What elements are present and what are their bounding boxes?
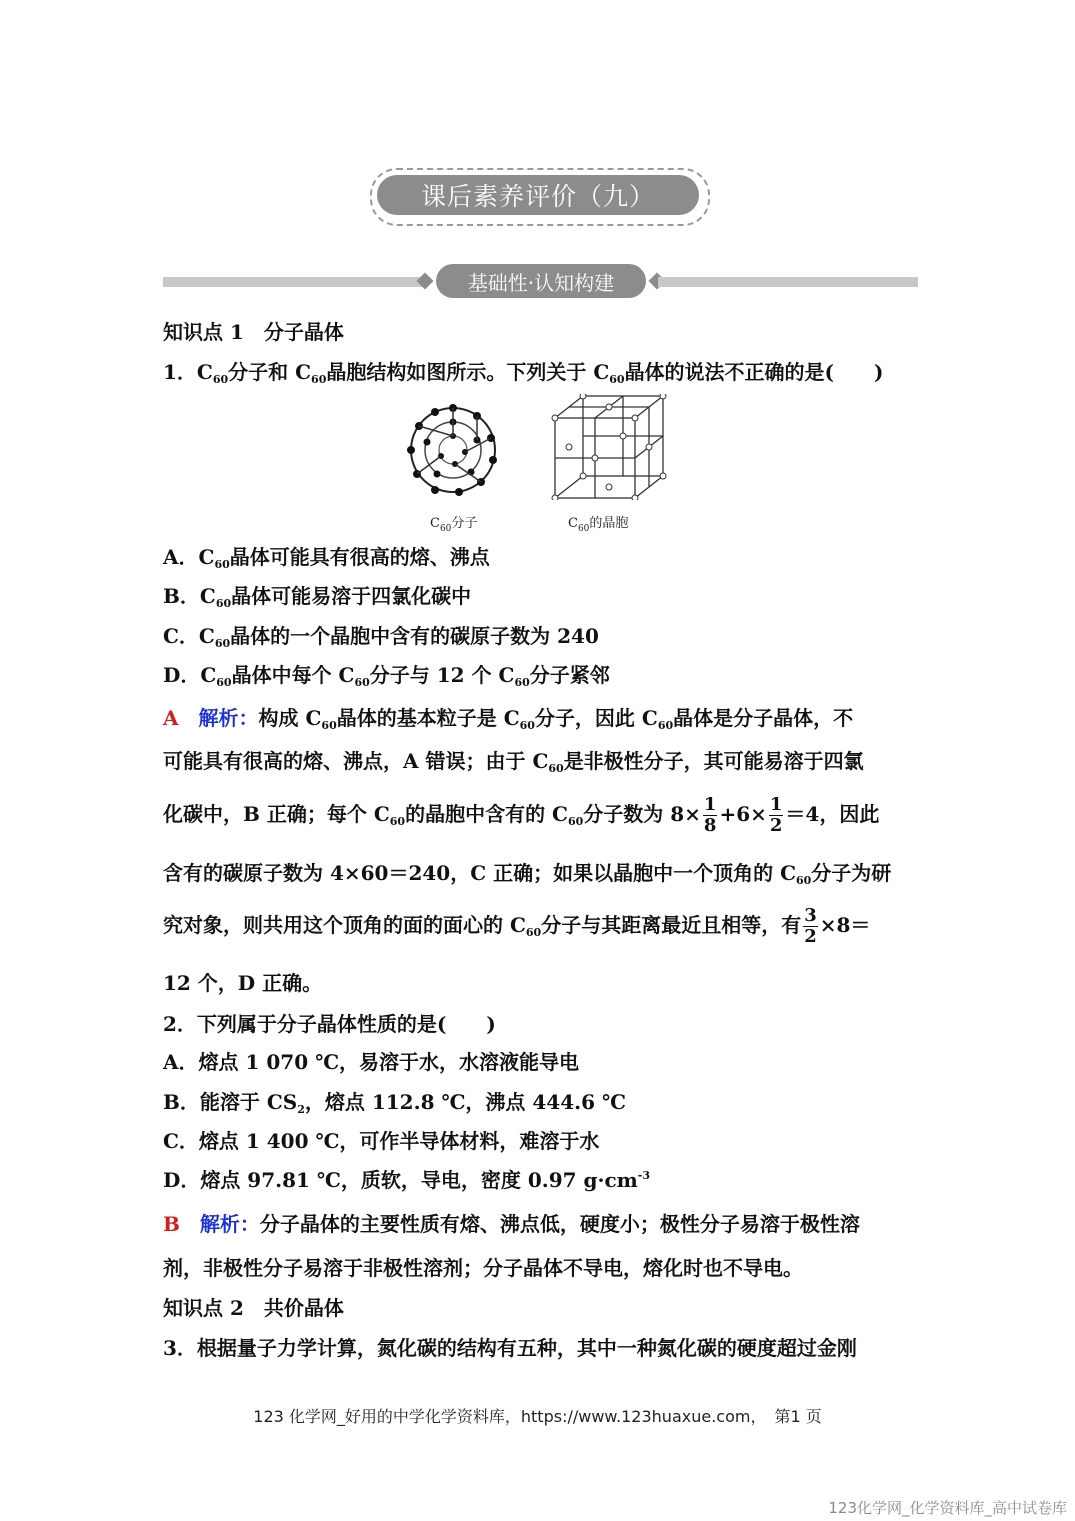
page-title: 课后素养评价（九） (377, 175, 699, 215)
q1-option-d: D．$C_{60}$晶体中每个 $C_{60}$分子与 12 个 $C_{60}$分子紧邻 (163, 663, 610, 689)
q2-option-b: B．能溶于 $CS_2$，熔点 112.8 ℃，沸点 444.6 ℃ (163, 1090, 626, 1116)
q1-explanation-line-3: 化碳中，B 正确；每个 $C_{60}$的晶胞中含有的 $C_{60}$分子数为 8× $\frac{1}{8}$ +6× $\frac{1}{2}$ ＝4，因此 (163, 794, 880, 836)
q1-explanation-line-2: 可能具有很高的熔、沸点，A 错误；由于 $C_{60}$是非极性分子，其可能易溶于四氯 (163, 749, 864, 775)
q2-stem: 2．下列属于分子晶体性质的是( ) (163, 1012, 496, 1036)
knowledge-point-2: 知识点 2 共价晶体 (163, 1296, 344, 1320)
c60-unit-cell-figure (551, 394, 667, 500)
section-rule-left (163, 277, 425, 287)
q1-explanation-line-1: A 解析：构成 $C_{60}$晶体的基本粒子是 $C_{60}$分子，因此 $C_{60}$晶体是分子晶体，不 (163, 706, 854, 732)
page-footer: 123 化学网_好用的中学化学资料库，https://www.123huaxue.com， 第1 页 (253, 1407, 822, 1426)
watermark: 123化学网_化学资料库_高中试卷库 (828, 1499, 1067, 1517)
fraction-one-eighth: $\frac{1}{8}$ (703, 794, 717, 836)
q1-explanation-line-5: 究对象，则共用这个顶角的面的面心的 $C_{60}$分子与其距离最近且相等，有 $\frac{3}{2}$ ×8＝ (163, 905, 871, 947)
q1-analysis-label: 解析： (198, 706, 259, 730)
q1-explanation-line-4: 含有的碳原子数为 4×60＝240，C 正确；如果以晶胞中一个顶角的 $C_{60}$分子为研 (163, 861, 892, 887)
section-rule-right (658, 277, 918, 287)
q3-stem: 3．根据量子力学计算，氮化碳的结构有五种，其中一种氮化碳的硬度超过金刚 (163, 1336, 857, 1360)
q1-option-a: A．$C_{60}$晶体可能具有很高的熔、沸点 (163, 545, 490, 571)
q1-option-c: C．$C_{60}$晶体的一个晶胞中含有的碳原子数为 240 (163, 624, 599, 650)
q2-explanation-line-1: B 解析：分子晶体的主要性质有熔、沸点低，硬度小；极性分子易溶于极性溶 (163, 1212, 860, 1236)
q2-option-a: A．熔点 1 070 ℃，易溶于水，水溶液能导电 (163, 1050, 580, 1074)
knowledge-point-1: 知识点 1 分子晶体 (163, 320, 344, 344)
q1-explanation-line-6: 12 个，D 正确。 (163, 971, 323, 995)
q1-stem: 1．$C_{60}$分子和 $C_{60}$晶胞结构如图所示。下列关于 $C_{60}$晶体的说法不正确的是( ) (163, 360, 884, 386)
fraction-three-halves: $\frac{3}{2}$ (804, 905, 817, 947)
q2-option-d: D．熔点 97.81 ℃，质软，导电，密度 0.97 $g\cdot cm^{-3}$ (163, 1168, 651, 1192)
caption-molecule: $C_{60}$分子 (430, 516, 478, 534)
q2-answer: B (163, 1212, 180, 1236)
q2-analysis-label: 解析： (199, 1212, 260, 1236)
fraction-one-half: $\frac{1}{2}$ (769, 794, 783, 836)
section-title: 基础性·认知构建 (436, 264, 646, 298)
caption-unit-cell: $C_{60}$的晶胞 (568, 516, 629, 534)
q1-option-b: B．$C_{60}$晶体可能易溶于四氯化碳中 (163, 584, 472, 610)
c60-molecule-figure (405, 402, 501, 498)
q2-option-c: C．熔点 1 400 ℃，可作半导体材料，难溶于水 (163, 1129, 600, 1153)
q2-explanation-line-2: 剂，非极性分子易溶于非极性溶剂；分子晶体不导电，熔化时也不导电。 (163, 1256, 803, 1280)
q1-answer: A (163, 706, 179, 730)
